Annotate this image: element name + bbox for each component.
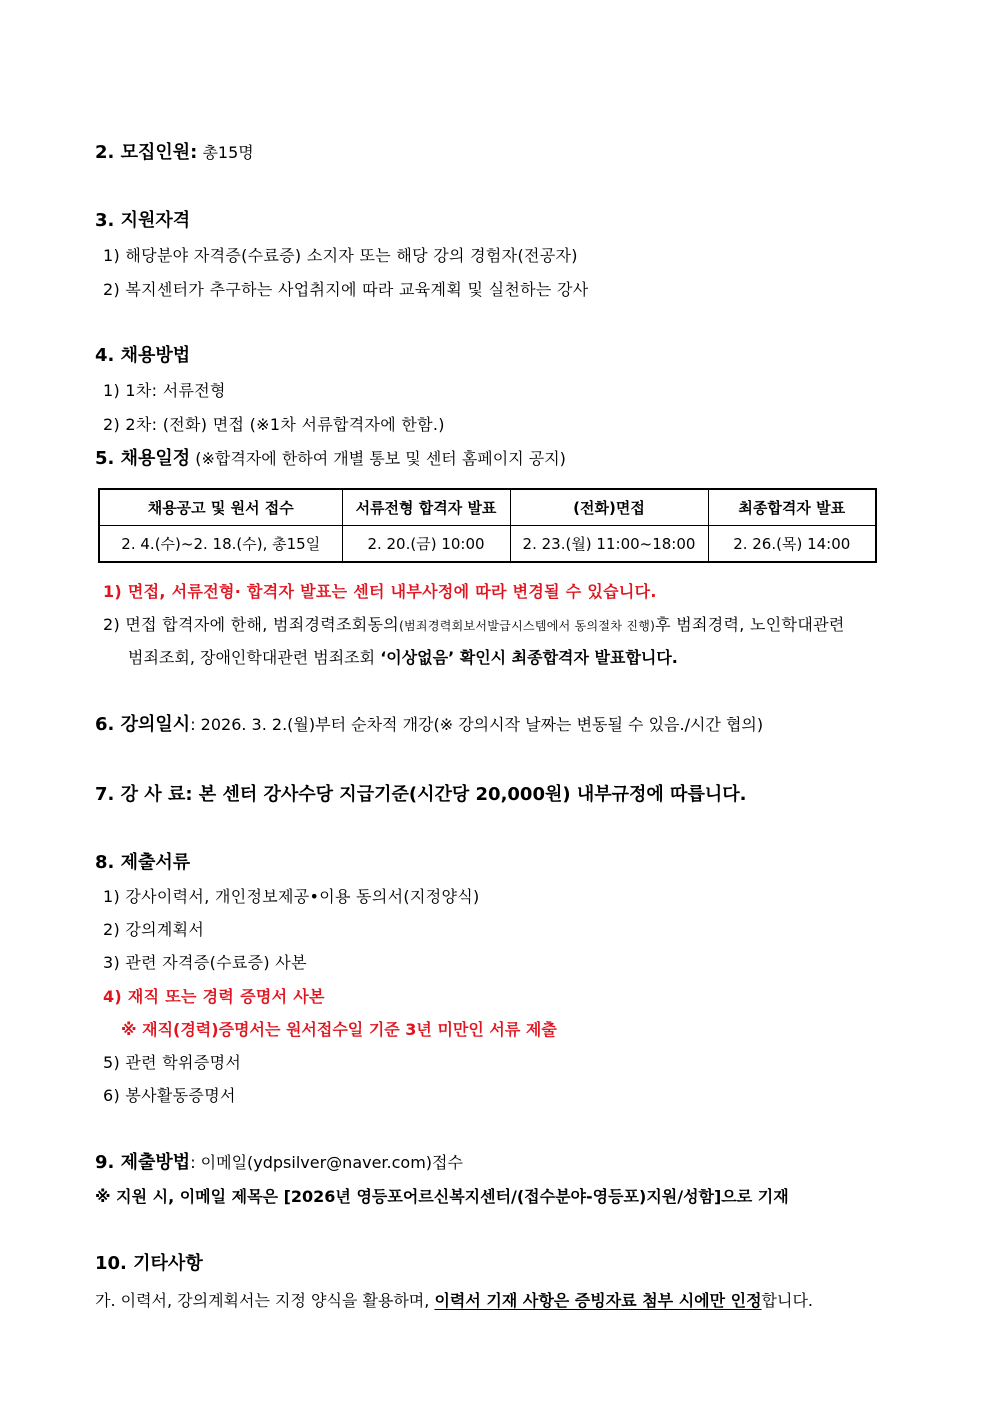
section-8-item-2: 2) 강의계획서 <box>103 920 205 939</box>
section-8-item-4-note: ※ 재직(경력)증명서는 원서접수일 기준 3년 미만인 서류 제출 <box>121 1020 557 1039</box>
note-2-text-c: 범죄조회, 장애인학대관련 범죄조회 <box>128 648 381 667</box>
section-10-text-b: 이력서 기재 사항은 증빙자료 첨부 시에만 인정 <box>434 1291 762 1310</box>
schedule-cell: 2. 4.(수)~2. 18.(수), 총15일 <box>99 526 342 563</box>
note-2-small-text: (범죄경력회보서발급시스템에서 동의절차 진행) <box>399 619 656 633</box>
note-2-text-d: ‘이상없음’ 확인시 최종합격자 발표합니다. <box>380 648 678 667</box>
section-2-title: 2. 모집인원: <box>95 142 198 163</box>
note-2-text-b: 후 범죄경력, 노인학대관련 <box>655 615 845 634</box>
section-3-item-2: 2) 복지센터가 추구하는 사업취지에 따라 교육계획 및 실천하는 강사 <box>103 280 589 299</box>
section-8-item-4: 4) 재직 또는 경력 증명서 사본 <box>103 987 325 1006</box>
schedule-cell: 2. 23.(월) 11:00~18:00 <box>510 526 708 563</box>
schedule-data-row <box>99 526 876 563</box>
note-2-text-a: 2) 면접 합격자에 한해, 범죄경력조회동의 <box>103 615 400 634</box>
section-6-text: : 2026. 3. 2.(월)부터 순차적 개강(※ 강의시작 날짜는 변동될 수 있음./시간 협의) <box>190 715 764 734</box>
section-3-item-1: 1) 해당분야 자격증(수료증) 소지자 또는 해당 강의 경험자(전공자) <box>103 246 578 265</box>
schedule-cell: 2. 20.(금) 10:00 <box>342 526 510 563</box>
schedule-cell: 2. 26.(목) 14:00 <box>708 526 876 563</box>
section-10-text <box>95 1290 813 1312</box>
section-9-method <box>95 1151 463 1175</box>
section-5-title: 5. 채용일정 <box>95 448 191 469</box>
schedule-header-cell: 채용공고 및 원서 접수 <box>99 489 342 526</box>
section-9-note: ※ 지원 시, 이메일 제목은 [2026년 영등포어르신복지센터/(접수분야-영등포)지원/성함]으로 기재 <box>95 1187 789 1206</box>
section-5-note-2 <box>103 614 845 637</box>
section-5-note-2-cont <box>128 647 678 669</box>
section-6-lecture-date <box>95 713 763 737</box>
section-9-text: : 이메일(ydpsilver@naver.com)접수 <box>190 1153 463 1172</box>
schedule-header-row <box>99 489 876 526</box>
section-4-title: 4. 채용방법 <box>95 345 191 366</box>
section-7-fee: 7. 강 사 료: 본 센터 강사수당 지급기준(시간당 20,000원) 내부규정에 따릅니다. <box>95 784 747 805</box>
section-4-item-1: 1) 1차: 서류전형 <box>103 381 226 400</box>
schedule-header-cell: 서류전형 합격자 발표 <box>342 489 510 526</box>
section-8-item-3: 3) 관련 자격증(수료증) 사본 <box>103 953 307 972</box>
section-8-item-1: 1) 강사이력서, 개인정보제공•이용 동의서(지정양식) <box>103 887 480 906</box>
section-5-heading <box>95 447 566 471</box>
section-2-recruit-count <box>95 141 254 165</box>
schedule-table <box>98 488 877 563</box>
section-10-text-c: 합니다. <box>761 1291 814 1310</box>
section-8-item-5: 5) 관련 학위증명서 <box>103 1053 242 1072</box>
section-9-title: 9. 제출방법 <box>95 1152 191 1173</box>
section-2-value: 총15명 <box>197 143 254 162</box>
section-8-item-6: 6) 봉사활동증명서 <box>103 1086 236 1105</box>
section-3-title: 3. 지원자격 <box>95 210 191 231</box>
section-5-note-1: 1) 면접, 서류전형· 합격자 발표는 센터 내부사정에 따라 변경될 수 있습니다. <box>103 582 657 601</box>
schedule-header-cell: (전화)면접 <box>510 489 708 526</box>
section-5-note: (※합격자에 한하여 개별 통보 및 센터 홈페이지 공지) <box>190 449 566 468</box>
section-6-title: 6. 강의일시 <box>95 714 191 735</box>
section-10-text-a: 가. 이력서, 강의계획서는 지정 양식을 활용하며, <box>95 1291 435 1310</box>
section-4-item-2: 2) 2차: (전화) 면접 (※1차 서류합격자에 한함.) <box>103 415 445 434</box>
section-10-title: 10. 기타사항 <box>95 1253 203 1274</box>
schedule-header-cell: 최종합격자 발표 <box>708 489 876 526</box>
section-8-title: 8. 제출서류 <box>95 852 191 873</box>
